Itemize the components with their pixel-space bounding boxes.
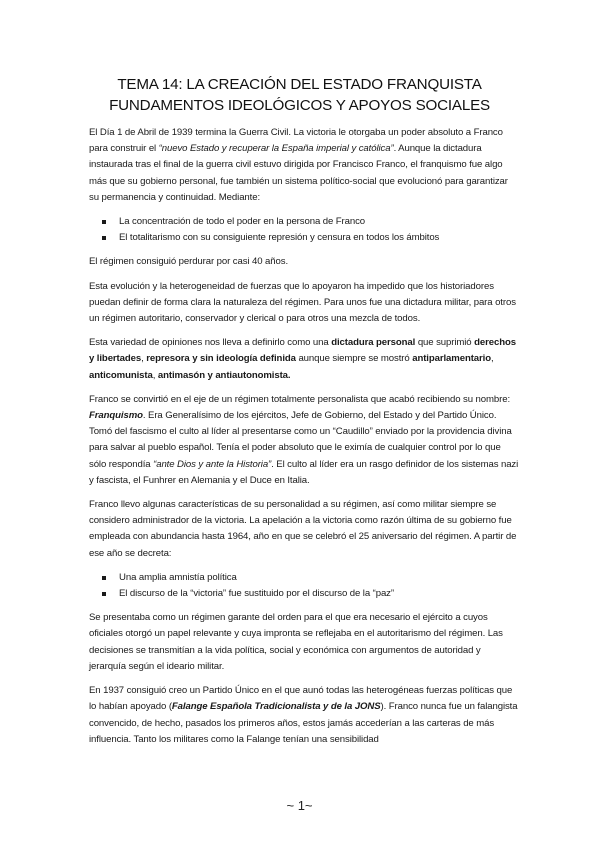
text-run: , xyxy=(491,353,494,365)
text-run: aunque siempre se mostró xyxy=(295,353,413,365)
title-line-1: TEMA 14: LA CREACIÓN DEL ESTADO FRANQUISTA xyxy=(117,76,482,93)
paragraph-franquismo xyxy=(89,392,519,489)
list-item: El discurso de la “victoria” fue sustituido por el discurso de la “paz” xyxy=(89,586,519,602)
paragraph-order: Se presentaba como un régimen garante del orden para el que era necesario el ejército a cuyos oficiales otorgó un papel relevante y cuya impronta se reflejaba en el autoritarismo del régimen. Las decisiones se transmitían a la vida política, social y económica con argumentos de autoridad y jerarquía según el ideario militar. xyxy=(89,612,503,672)
text-run: que suprimió xyxy=(415,337,475,349)
text-run: ). Franco nunca fue un falangista convencido, de hecho, pasados los primeros años, estos jamás accederían a las carteras de más influencia. Tanto los militares como la Falange tenían una sensibilidad xyxy=(89,701,518,745)
text-run: . El culto al líder era un rasgo definidor de los sistemas nazi y fascista, el Funhrer en Alemania y el Duce en Italia. xyxy=(89,458,519,486)
paragraph-partido-unico xyxy=(89,683,519,748)
paragraph-intro xyxy=(89,125,519,206)
bold-term: derechos y libertades xyxy=(89,337,516,365)
italic-quote: “ante Dios y ante la Historia” xyxy=(153,458,272,470)
document-body xyxy=(89,125,519,756)
text-run: El Día 1 de Abril de 1939 termina la Guerra Civil. La victoria le otorgaba un poder absoluto a Franco para construir el xyxy=(89,127,503,155)
text-run: . Aunque la dictadura instaurada tras el final de la guerra civil estuvo dirigida por Francisco Franco, el franquismo fue algo más que su gobierno personal, fue también un sistema político-social que evolucionó para garantizar su permanencia y continuidad. Mediante: xyxy=(89,143,508,203)
bold-term: antimasón y antiautonomista. xyxy=(157,369,291,381)
bold-italic-term: Falange Española Tradicionalista y de la JONS xyxy=(171,701,381,713)
bold-term: anticomunista xyxy=(89,369,153,381)
text-run: Esta variedad de opiniones nos lleva a definirlo como una xyxy=(89,337,332,349)
page-title xyxy=(0,74,599,116)
text-run: Franco se convirtió en el eje de un régimen totalmente personalista que acabó recibiendo su nombre: xyxy=(89,393,511,405)
page-number: ~ 1~ xyxy=(286,798,313,813)
italic-quote: “nuevo Estado y recuperar la España imperial y católica” xyxy=(158,143,394,155)
bold-term: antiparlamentario xyxy=(412,353,492,365)
list-item: El totalitarismo con su consiguiente represión y censura en todos los ámbitos xyxy=(89,230,519,246)
text-run: , xyxy=(141,353,147,365)
paragraph-duration: El régimen consiguió perdurar por casi 40 años. xyxy=(89,256,289,268)
bullet-list-1 xyxy=(89,214,519,246)
paragraph-victory: Franco llevo algunas características de su personalidad a su régimen, así como militar siempre se considero administrador de la victoria. La apelación a la victoria como razón última de su gobierno fue empleada con abundancia hasta 1964, año en que se celebró el 25 aniversario del régimen. A partir de ese año se decreta: xyxy=(89,499,517,559)
bold-term: represora y sin ideología definida xyxy=(146,353,296,365)
title-line-2: FUNDAMENTOS IDEOLÓGICOS Y APOYOS SOCIALES xyxy=(109,97,490,114)
text-run: , xyxy=(152,369,158,381)
paragraph-definition xyxy=(89,335,519,384)
text-run: En 1937 consiguió creo un Partido Único en el que aunó todas las heterogéneas fuerzas políticas que lo habían apoyado ( xyxy=(89,685,513,713)
list-item: La concentración de todo el poder en la persona de Franco xyxy=(89,214,519,230)
bullet-list-2 xyxy=(89,570,519,602)
bold-italic-term: Franquismo xyxy=(89,410,143,422)
bold-term: dictadura personal xyxy=(331,337,416,349)
text-run: . Era Generalísimo de los ejércitos, Jefe de Gobierno, del Estado y del Partido Único. Tomó del fascismo el culto al líder al presentarse como un “Caudillo” enviado por la providencia divina para salvar al pueblo español. Tenía el poder absoluto que le eximía de cualquier control por lo que sólo respondía xyxy=(89,410,512,470)
list-item: Una amplia amnistía política xyxy=(89,570,519,586)
paragraph-heterogeneity: Esta evolución y la heterogeneidad de fuerzas que lo apoyaron ha impedido que los historiadores puedan definir de forma clara la naturaleza del régimen. Para unos fue una dictadura militar, para otros un régimen autoritario, conservador y clerical o para otros una mezcla de todos. xyxy=(89,280,516,325)
